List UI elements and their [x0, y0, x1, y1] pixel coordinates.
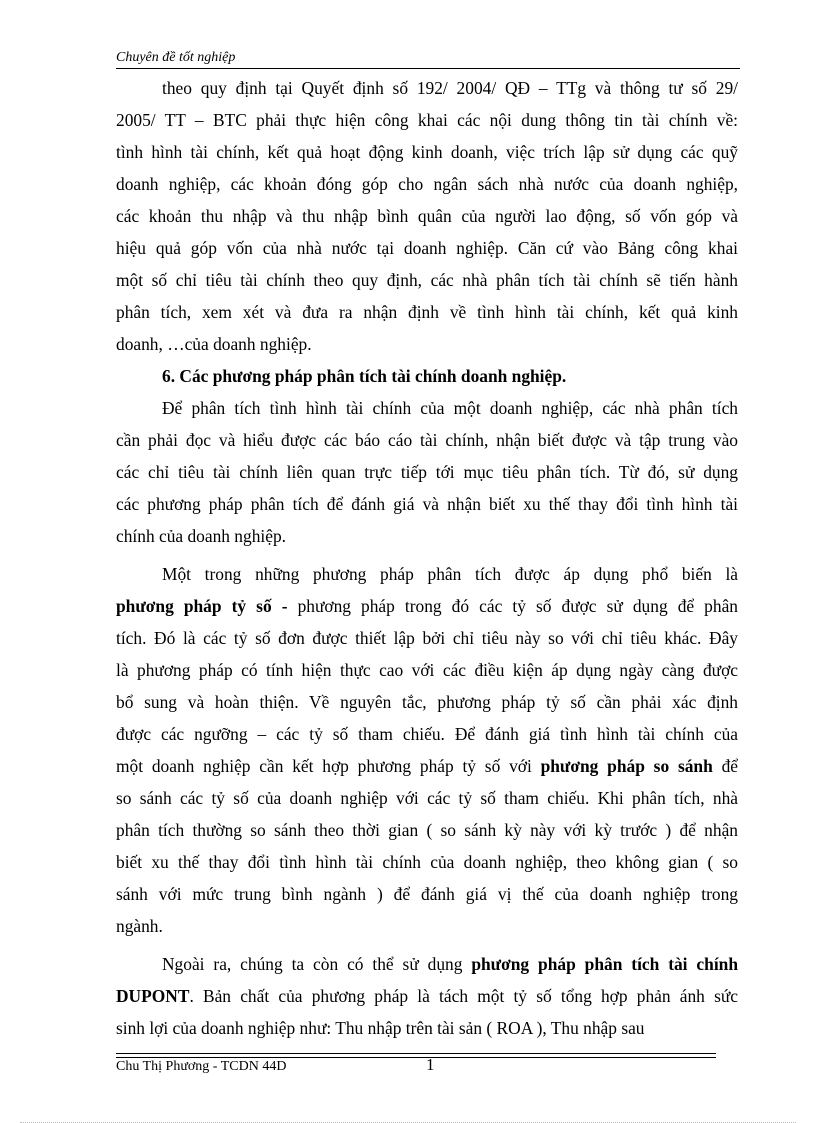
- bold-term: phương pháp so sánh: [540, 756, 713, 776]
- footer-rule: [116, 1053, 716, 1054]
- text-run: . Bản chất của phương pháp là tách một tỷ số tổng hợp phản ánh sức: [189, 986, 738, 1006]
- text-line: phân tích thường so sánh theo thời gian ( so sánh kỳ này với kỳ trước ) để nhận: [116, 820, 738, 840]
- page-body: [116, 72, 738, 1044]
- text-line: ngành.: [116, 916, 163, 936]
- text-run: để: [712, 756, 738, 776]
- text-line: 2005/ TT – BTC phải thực hiện công khai các nội dung thông tin tài chính về:: [116, 110, 738, 130]
- text-line: [116, 750, 738, 782]
- text-line: hiệu quả góp vốn của nhà nước tại doanh nghiệp. Căn cứ vào Bảng công khai: [116, 238, 738, 258]
- text-line: các khoản thu nhập và thu nhập bình quân của người lao động, số vốn góp và: [116, 206, 738, 226]
- text-line: sinh lợi của doanh nghiệp như: Thu nhập trên tài sản ( ROA ), Thu nhập sau: [116, 1018, 645, 1038]
- footer-rule: [116, 1057, 716, 1058]
- bold-term: DUPONT: [116, 986, 190, 1006]
- text-line: một số chỉ tiêu tài chính theo quy định, các nhà phân tích tài chính sẽ tiến hành: [116, 270, 738, 290]
- running-header: Chuyên đề tốt nghiệp: [116, 50, 236, 65]
- text-line: tình hình tài chính, kết quả hoạt động kinh doanh, việc trích lập sử dụng các quỹ: [116, 142, 738, 162]
- text-line: các phương pháp phân tích để đánh giá và nhận biết xu thế thay đổi tình hình tài: [116, 494, 738, 514]
- text-line: [116, 590, 738, 622]
- text-line: chính của doanh nghiệp.: [116, 526, 286, 546]
- text-line: doanh, …của doanh nghiệp.: [116, 334, 312, 354]
- text-line: cần phải đọc và hiểu được các báo cáo tài chính, nhận biết được và tập trung vào: [116, 430, 738, 450]
- text-run: một doanh nghiệp cần kết hợp phương pháp tỷ số với: [116, 756, 541, 776]
- bold-term: phương pháp phân tích tài chính: [471, 954, 738, 974]
- text-line: theo quy định tại Quyết định số 192/ 2004/ QĐ – TTg và thông tư số 29/: [162, 78, 738, 98]
- text-run: phương pháp trong đó các tỷ số được sử dụng để phân: [287, 596, 738, 616]
- text-line: [116, 980, 738, 1012]
- text-run: Ngoài ra, chúng ta còn có thể sử dụng: [162, 954, 472, 974]
- text-line: phân tích, xem xét và đưa ra nhận định về tình hình tài chính, kết quả kinh: [116, 302, 738, 322]
- text-line: là phương pháp có tính hiện thực cao với các điều kiện áp dụng ngày càng được: [116, 660, 738, 680]
- text-line: biết xu thế thay đổi tình hình tài chính của doanh nghiệp, theo không gian ( so: [116, 852, 738, 872]
- bold-term: phương pháp tỷ số -: [116, 596, 288, 616]
- text-line: doanh nghiệp, các khoản đóng góp cho ngân sách nhà nước của doanh nghiệp,: [116, 174, 738, 194]
- text-line: [116, 948, 738, 980]
- text-line: so sánh các tỷ số của doanh nghiệp với các tỷ số tham chiếu. Khi phân tích, nhà: [116, 788, 738, 808]
- text-line: bổ sung và hoàn thiện. Về nguyên tắc, phương pháp tỷ số cần phải xác định: [116, 692, 738, 712]
- text-line: Một trong những phương pháp phân tích được áp dụng phổ biến là: [162, 564, 738, 584]
- header-rule: [116, 68, 740, 69]
- text-line: tích. Đó là các tỷ số đơn được thiết lập bởi chỉ tiêu này so với chỉ tiêu khác. Đây: [116, 628, 738, 648]
- page-number: 1: [426, 1055, 435, 1074]
- text-line: Để phân tích tình hình tài chính của một doanh nghiệp, các nhà phân tích: [162, 398, 738, 418]
- text-line: được các ngưỡng – các tỷ số tham chiếu. Để đánh giá tình hình tài chính của: [116, 724, 738, 744]
- text-line: các chỉ tiêu tài chính liên quan trực tiếp tới mục tiêu phân tích. Từ đó, sử dụng: [116, 462, 738, 482]
- footer-author: Chu Thị Phương - TCDN 44D: [116, 1059, 287, 1074]
- section-heading: 6. Các phương pháp phân tích tài chính doanh nghiệp.: [162, 366, 567, 386]
- text-line: sánh với mức trung bình ngành ) để đánh giá vị thế của doanh nghiệp trong: [116, 884, 738, 904]
